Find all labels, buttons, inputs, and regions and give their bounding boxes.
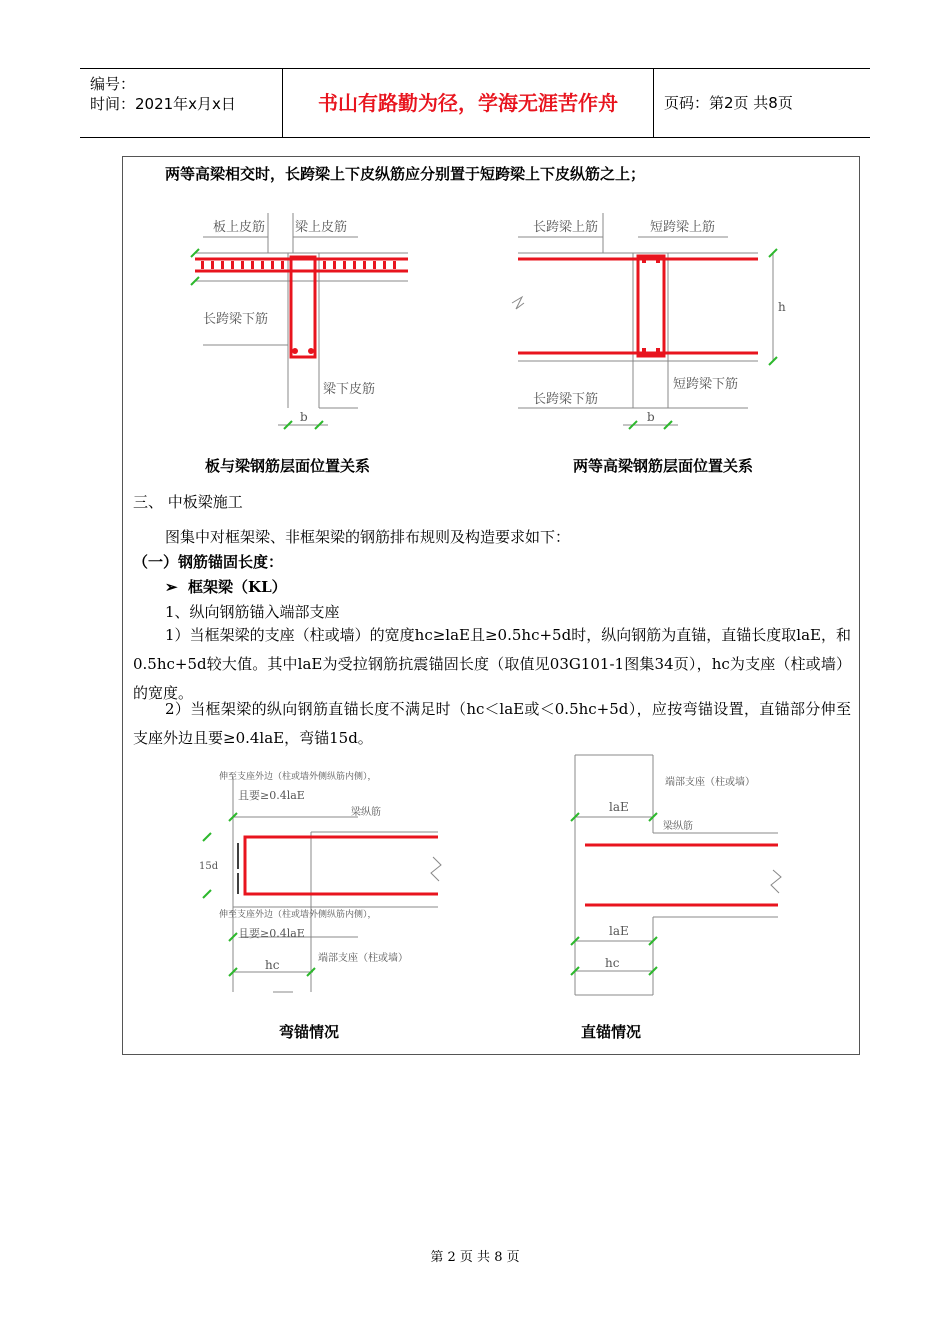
caption-fig2: 两等高梁钢筋层面位置关系 [573,457,754,475]
label-h: h [778,300,786,314]
label-beam-bar-3: 梁纵筋 [351,807,381,818]
page-info: 页码：第2页 共8页 [664,94,793,112]
para1: 1）当框架梁的支座（柱或墙）的宽度hc≥laE且≥0.5hc+5d时，纵向钢筋为直锚，直锚长度取laE，和0.5hc+5d较大值。其中laE为受拉钢筋抗震锚固长度（取值见03G101-1图集34页），hc为支座（柱或墙）的宽度。 [133,626,851,702]
sub1-title: （一）钢筋锚固长度： [133,553,284,571]
intro-line: 两等高梁相交时，长跨梁上下皮纵筋应分别置于短跨梁上下皮纵筋之上； [165,165,646,183]
item1: 1、纵向钢筋锚入端部支座 [165,603,340,621]
kl-title: 框架梁（KL） [188,578,287,596]
label-b-2: b [647,410,655,424]
label-short-bottom: 短跨梁下筋 [673,377,739,392]
page-footer: 第 2 页 共 8 页 [430,1250,520,1265]
label-extend-1: 伸至支座外边（柱或墙外侧纵筋内侧）， [219,772,377,782]
content-box [122,156,860,1055]
header-meta [80,69,283,137]
figure-bent-anchor [183,757,463,1007]
number-label: 编号： [90,75,136,93]
para2: 2）当框架梁的纵向钢筋直锚长度不满足时（hc＜laE或＜0.5hc+5d），应按弯锚设置，直锚部分伸至支座外边且要≥0.4laE，弯锚15d。 [133,700,851,747]
caption-fig1: 板与梁钢筋层面位置关系 [205,457,371,475]
label-hc-3: hc [265,958,280,972]
label-long-top: 长跨梁上筋 [533,220,599,235]
section3-intro: 图集中对框架梁、非框架梁的钢筋排布规则及构造要求如下： [165,528,571,546]
time-label: 时间：2021年x月x日 [90,95,236,113]
label-support-3: 端部支座（柱或墙） [318,953,408,964]
page-header [80,68,870,138]
label-long-bottom: 长跨梁下筋 [203,312,269,327]
label-top-slab: 板上皮筋 [213,220,266,235]
label-laE-top: laE [609,800,629,814]
figure-equal-beams [508,193,798,433]
label-beam-bottom: 梁下皮筋 [323,382,376,397]
label-hc-4: hc [605,956,620,970]
label-support-4: 端部支座（柱或墙） [665,777,755,788]
kl-heading [165,574,287,600]
figure-straight-anchor [563,745,823,1005]
bullet-icon: ➢ [165,578,178,596]
label-extend-2: 伸至支座外边（柱或墙外侧纵筋内侧）， [219,910,377,920]
motto: 书山有路勤为径，学海无涯苦作舟 [283,69,654,137]
label-short-top: 短跨梁上筋 [650,220,716,235]
label-req-2: 且要≥0.4laE [238,927,305,940]
label-top-beam: 梁上皮筋 [295,220,348,235]
label-laE-bottom: laE [609,924,629,938]
label-long-bottom-2: 长跨梁下筋 [533,392,599,407]
caption-fig4: 直锚情况 [581,1023,642,1041]
caption-fig3: 弯锚情况 [279,1023,340,1041]
figure-slab-beam [183,193,423,433]
label-15d: 15d [199,861,219,872]
section3-title: 三、 中板梁施工 [133,493,243,511]
label-b: b [300,410,308,424]
label-beam-bar-4: 梁纵筋 [663,821,693,832]
label-req-1: 且要≥0.4laE [238,789,305,802]
